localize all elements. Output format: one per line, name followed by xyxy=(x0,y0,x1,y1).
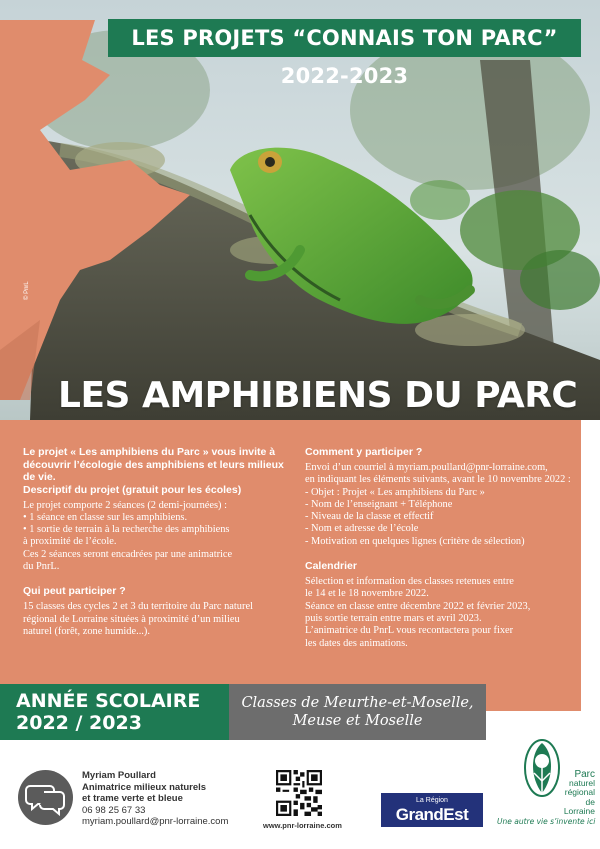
descriptif-section xyxy=(23,484,288,574)
descriptif-line: • 1 sortie de terrain à la recherche des amphibiens xyxy=(23,524,230,536)
region-small-label: La Région xyxy=(416,797,448,804)
pnr-name xyxy=(555,770,595,816)
contact-name: Myriam Poullard xyxy=(82,770,156,781)
descriptif-line: Ces 2 séances seront encadrées par une animatrice xyxy=(23,548,233,560)
calendrier-line: puis sortie terrain entre mars et avril 2023. xyxy=(305,612,482,624)
descriptif-line: du PnrL. xyxy=(23,560,60,572)
contact-role: et trame verte et bleue xyxy=(82,793,183,804)
comment-line: - Niveau de la classe et effectif xyxy=(305,511,434,523)
comment-section xyxy=(305,446,575,548)
school-year-banner xyxy=(0,684,229,740)
calendrier-heading: Calendrier xyxy=(305,560,357,573)
comment-line: - Objet : Projet « Les amphibiens du Parc » xyxy=(305,486,485,498)
calendrier-line: Séance en classe entre décembre 2022 et février 2023, xyxy=(305,600,531,612)
contact-role: Animatrice milieux naturels xyxy=(82,781,207,793)
header-banner: LES PROJETS “CONNAIS TON PARC” 2022-2023 xyxy=(108,19,581,57)
descriptif-heading: Descriptif du projet (gratuit pour les écoles) xyxy=(23,483,242,496)
intro-text: Le projet « Les amphibiens du Parc » vous invite à découvrir l’écologie des amphibiens et leurs milieux de vie. xyxy=(23,446,284,483)
calendrier-line: L’animatrice du PnrL vous recontactera pour fixer xyxy=(305,625,514,637)
qr-code-icon[interactable] xyxy=(276,770,322,816)
contact-phone[interactable]: 06 98 25 67 33 xyxy=(82,804,146,816)
pnr-line: naturel xyxy=(569,778,595,789)
page-title: LES AMPHIBIENS DU PARC xyxy=(58,375,578,416)
pnr-line: de Lorraine xyxy=(563,796,595,816)
descriptif-line: • 1 séance en classe sur les amphibiens. xyxy=(23,511,188,523)
calendrier-line: les dates des animations. xyxy=(305,637,408,649)
qui-section xyxy=(23,585,288,638)
school-year-label: ANNÉE SCOLAIRE xyxy=(16,690,201,712)
school-year-value: 2022 / 2023 xyxy=(16,712,142,734)
comment-heading: Comment y participer ? xyxy=(305,446,423,458)
qui-line: naturel (forêt, zone humide...). xyxy=(23,625,150,637)
left-column xyxy=(23,446,288,650)
qui-line: 15 classes des cycles 2 et 3 du territoire du Parc naturel xyxy=(23,601,253,613)
decorative-leaf-shape xyxy=(0,20,200,400)
chat-icon xyxy=(18,770,73,825)
classes-line: Classes de Meurthe-et-Moselle, xyxy=(241,695,474,711)
contact-email[interactable]: myriam.poullard@pnr-lorraine.com xyxy=(82,816,229,827)
comment-line: - Nom et adresse de l’école xyxy=(305,523,419,535)
descriptif-line: à proximité de l’école. xyxy=(23,536,117,548)
classes-banner xyxy=(229,684,486,740)
comment-line: - Motivation en quelques lignes (critère de sélection) xyxy=(305,535,525,547)
comment-line: - Nom de l’enseignant + Téléphone xyxy=(305,498,453,510)
pnr-line: régional xyxy=(564,787,595,798)
pnr-line: Parc xyxy=(574,769,595,780)
calendrier-line: Sélection et information des classes retenues entre xyxy=(305,576,514,588)
qui-heading: Qui peut participer ? xyxy=(23,585,126,598)
qui-line: régional de Lorraine situées à proximité d’un milieu xyxy=(23,613,240,625)
region-grand-est-logo xyxy=(381,793,483,827)
right-column xyxy=(305,446,575,662)
region-big-label: GrandEst xyxy=(395,805,469,824)
comment-line: Envoi d’un courriel à myriam.poullard@pnr-lorraine.com, xyxy=(305,462,548,473)
contact-block xyxy=(82,770,228,828)
pnr-tagline: Une autre vie s’invente ici xyxy=(497,817,596,826)
classes-line: Meuse et Moselle xyxy=(292,713,423,729)
comment-line: en indiquant les éléments suivants, avant le 10 novembre 2022 : xyxy=(305,474,571,486)
calendrier-section xyxy=(305,560,575,650)
descriptif-line: Le projet comporte 2 séances (2 demi-journées) : xyxy=(23,499,227,511)
photo-credit: © PnrL xyxy=(24,281,30,300)
calendrier-line: le 14 et le 18 novembre 2022. xyxy=(305,588,429,600)
website-url[interactable]: www.pnr-lorraine.com xyxy=(263,821,342,830)
